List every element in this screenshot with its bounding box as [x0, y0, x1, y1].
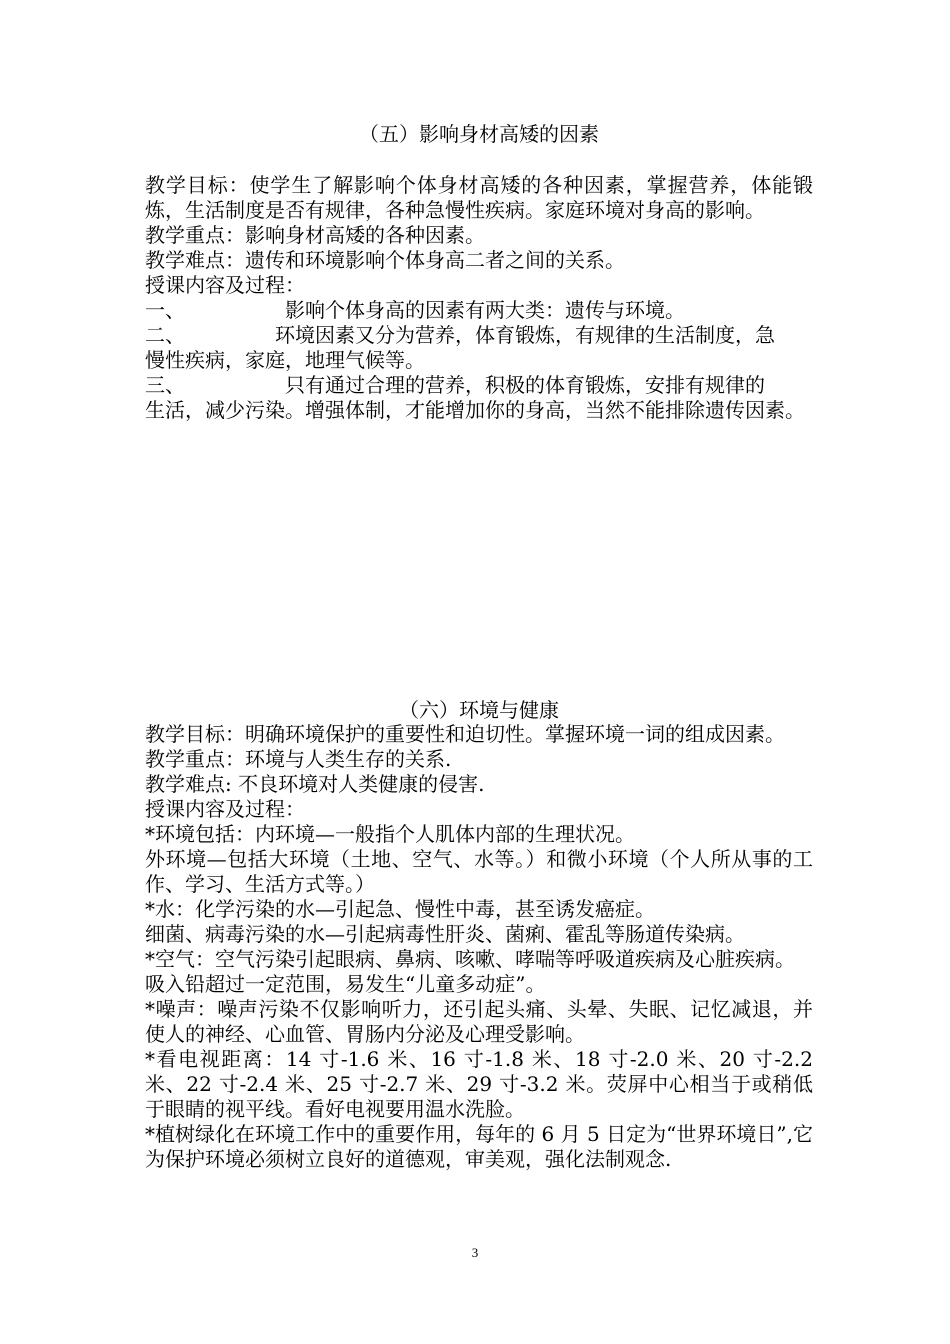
list-item-text: 只有通过合理的营养，积极的体育锻炼，安排有规律的 [285, 373, 765, 397]
list-item-text: 环境因素又分为营养，体育锻炼，有规律的生活制度，急 [275, 323, 775, 347]
section-five-title: （五）影响身材高矮的因素 [359, 122, 599, 146]
list-item-continuation: 生活，减少污染。增强体制，才能增加你的身高，当然不能排除遗传因素。 [145, 398, 805, 422]
paragraph-water-bacteria: 细菌、病毒污染的水—引起病毒性肝炎、菌痢、霍乱等肠道传染病。 [145, 922, 745, 946]
paragraph-water-chemical: *水：化学污染的水—引起急、慢性中毒，甚至诱发癌症。 [145, 897, 655, 921]
paragraph-air: *空气：空气污染引起眼病、鼻病、咳嗽、哮喘等呼吸道疾病及心脏疾病。 [145, 947, 795, 971]
teaching-goal: 教学目标：明确环境保护的重要性和迫切性。掌握环境一词的组成因素。 [145, 722, 785, 746]
section-five-body [145, 173, 813, 423]
paragraph-noise: *噪声：噪声污染不仅影响听力，还引起头痛、头晕、失眠、记忆减退，并使人的神经、心血管、胃肠内分泌及心理受影响。 [145, 997, 813, 1046]
list-item-label: 二、 [145, 323, 185, 347]
list-item-continuation: 慢性疾病，家庭，地理气候等。 [145, 348, 425, 372]
page-number: 3 [471, 1245, 479, 1260]
paragraph-outer-environment: 外环境—包括大环境（土地、空气、水等。）和微小环境（个人所从事的工作、学习、生活方式等。） [145, 847, 813, 896]
list-item [145, 298, 813, 323]
section-six-title: （六）环境与健康 [399, 698, 559, 722]
paragraph-inner-environment: *环境包括：内环境—一般指个人肌体内部的生理状况。 [145, 822, 635, 846]
teaching-process-heading: 授课内容及过程： [145, 273, 305, 297]
list-item [145, 323, 813, 348]
teaching-key-point: 教学重点：环境与人类生存的关系. [145, 747, 452, 771]
list-item [145, 373, 813, 398]
section-six-body [145, 722, 813, 1172]
teaching-key-point: 教学重点：影响身材高矮的各种因素。 [145, 223, 485, 247]
teaching-goal: 教学目标：使学生了解影响个体身材高矮的各种因素，掌握营养，体能锻炼，生活制度是否有规律，各种急慢性疾病。家庭环境对身高的影响。 [145, 173, 813, 222]
paragraph-tree-planting: *植树绿化在环境工作中的重要作用，每年的 6 月 5 日定为“世界环境日”,它为保护环境必须树立良好的道德观，审美观，强化法制观念. [145, 1122, 813, 1171]
list-item-label: 一、 [145, 298, 185, 322]
paragraph-tv-distance: *看电视距离：14 寸-1.6 米、16 寸-1.8 米、18 寸-2.0 米、20 寸-2.2 米、22 寸-2.4 米、25 寸-2.7 米、29 寸-3.2 米。荧屏中心相当于或稍低于眼睛的视平线。看好电视要用温水洗脸。 [145, 1047, 813, 1121]
paragraph-lead: 吸入铅超过一定范围，易发生“儿童多动症”。 [145, 972, 546, 996]
teaching-process-heading: 授课内容及过程： [145, 797, 305, 821]
teaching-difficulty: 教学难点：遗传和环境影响个体身高二者之间的关系。 [145, 248, 625, 272]
teaching-difficulty: 教学难点: 不良环境对人类健康的侵害. [145, 772, 485, 796]
list-item-text: 影响个体身高的因素有两大类：遗传与环境。 [285, 298, 685, 322]
list-item-label: 三、 [145, 373, 185, 397]
